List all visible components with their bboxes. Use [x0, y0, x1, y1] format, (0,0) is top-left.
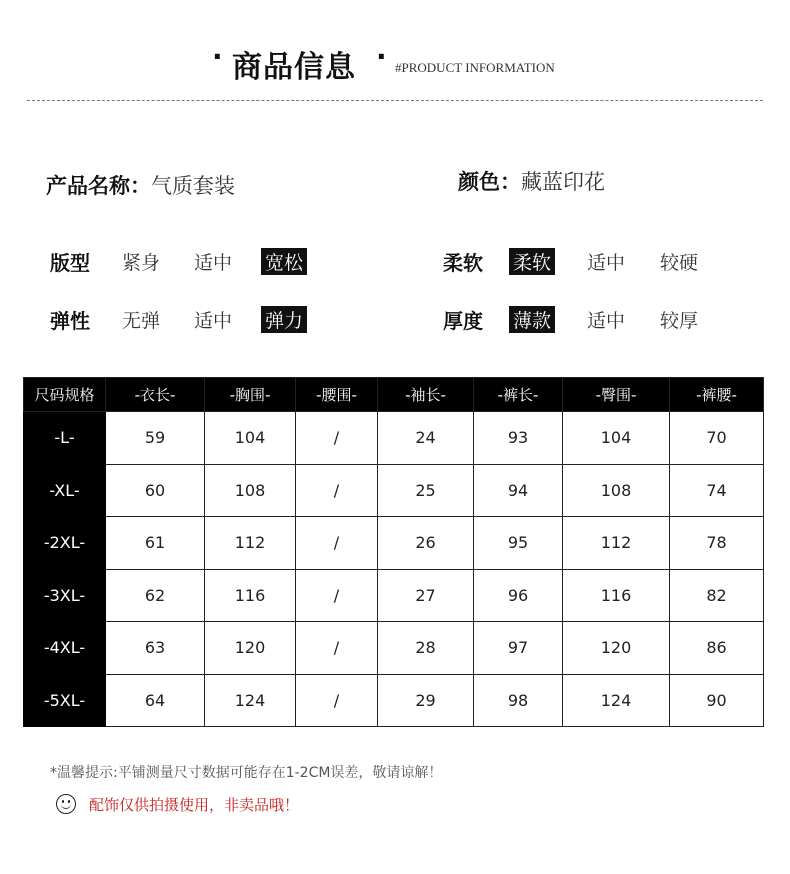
attr-elastic-option-3-selected: 弹力 — [261, 306, 307, 333]
attr-soft-option-3: 较硬 — [660, 252, 699, 274]
row-size-label: -4XL- — [24, 622, 106, 675]
table-cell: 64 — [106, 674, 205, 727]
table-cell: 27 — [378, 569, 474, 622]
table-cell: 62 — [106, 569, 205, 622]
product-color-row — [458, 166, 605, 196]
table-cell: / — [296, 412, 378, 465]
table-cell: 90 — [670, 674, 764, 727]
col-header-waist: -腰围- — [296, 378, 378, 412]
attr-soft-label: 柔软 — [443, 251, 483, 275]
product-name-label: 产品名称： — [46, 174, 151, 198]
table-cell: 98 — [474, 674, 563, 727]
section-header — [0, 38, 790, 88]
table-cell: 61 — [106, 517, 205, 570]
table-cell: / — [296, 464, 378, 517]
col-header-hip: -臀围- — [563, 378, 670, 412]
row-size-label: -2XL- — [24, 517, 106, 570]
table-cell: 60 — [106, 464, 205, 517]
attr-soft-option-2: 适中 — [587, 252, 626, 274]
table-cell: 28 — [378, 622, 474, 675]
product-color-value: 藏蓝印花 — [521, 170, 605, 194]
table-cell: 104 — [205, 412, 296, 465]
table-cell: / — [296, 569, 378, 622]
table-row — [24, 464, 764, 517]
product-name-value: 气质套装 — [151, 174, 235, 198]
table-cell: / — [296, 517, 378, 570]
table-cell: 24 — [378, 412, 474, 465]
attr-thickness-option-1-selected: 薄款 — [509, 306, 555, 333]
row-size-label: -5XL- — [24, 674, 106, 727]
col-header-bust: -胸围- — [205, 378, 296, 412]
attr-fit-label: 版型 — [50, 251, 90, 275]
table-cell: 25 — [378, 464, 474, 517]
section-title: 商品信息 — [232, 50, 356, 85]
table-row — [24, 569, 764, 622]
table-cell: 93 — [474, 412, 563, 465]
attr-fit-option-1: 紧身 — [122, 252, 161, 274]
disclaimer-text: 配饰仅供拍摄使用，非卖品哦！ — [89, 796, 300, 814]
attr-elastic-label: 弹性 — [50, 309, 90, 333]
col-header-pants-waist: -裤腰- — [670, 378, 764, 412]
table-cell: 124 — [205, 674, 296, 727]
row-size-label: -XL- — [24, 464, 106, 517]
row-size-label: -3XL- — [24, 569, 106, 622]
bullet-dot-left: · — [212, 40, 223, 73]
table-row — [24, 412, 764, 465]
attr-soft-option-1-selected: 柔软 — [509, 248, 555, 275]
col-header-size: 尺码规格 — [24, 378, 106, 412]
table-cell: 97 — [474, 622, 563, 675]
table-cell: 29 — [378, 674, 474, 727]
table-cell: 120 — [205, 622, 296, 675]
product-color-label: 颜色： — [458, 170, 521, 194]
size-table — [23, 377, 764, 727]
table-cell: 124 — [563, 674, 670, 727]
table-cell: 108 — [563, 464, 670, 517]
table-cell: 120 — [563, 622, 670, 675]
attr-fit-option-2: 适中 — [194, 252, 233, 274]
attr-thickness-option-2: 适中 — [587, 310, 626, 332]
attr-thickness-label: 厚度 — [443, 309, 483, 333]
table-cell: 70 — [670, 412, 764, 465]
table-cell: 78 — [670, 517, 764, 570]
table-cell: 94 — [474, 464, 563, 517]
table-cell: 82 — [670, 569, 764, 622]
col-header-pants-length: -裤长- — [474, 378, 563, 412]
attr-elastic-option-2: 适中 — [194, 310, 233, 332]
table-cell: 112 — [563, 517, 670, 570]
attr-thickness-option-3: 较厚 — [660, 310, 699, 332]
measurement-note: *温馨提示:平铺测量尺寸数据可能存在1-2CM误差，敬请谅解！ — [50, 765, 443, 781]
row-size-label: -L- — [24, 412, 106, 465]
dashed-divider — [27, 100, 763, 101]
table-cell: / — [296, 622, 378, 675]
table-row — [24, 674, 764, 727]
table-cell: 59 — [106, 412, 205, 465]
table-row — [24, 517, 764, 570]
table-cell: 104 — [563, 412, 670, 465]
section-subtitle: #PRODUCT INFORMATION — [395, 60, 555, 75]
table-cell: 95 — [474, 517, 563, 570]
table-cell: 116 — [563, 569, 670, 622]
table-cell: 74 — [670, 464, 764, 517]
bullet-dot-right: · — [376, 40, 387, 73]
table-cell: 112 — [205, 517, 296, 570]
table-cell: 116 — [205, 569, 296, 622]
attr-elastic-option-1: 无弹 — [122, 310, 161, 332]
smiley-icon — [56, 794, 76, 814]
col-header-sleeve: -袖长- — [378, 378, 474, 412]
table-cell: 108 — [205, 464, 296, 517]
table-cell: 86 — [670, 622, 764, 675]
table-cell: 96 — [474, 569, 563, 622]
attr-fit-option-3-selected: 宽松 — [261, 248, 307, 275]
product-name-row — [46, 170, 235, 200]
table-row — [24, 622, 764, 675]
table-cell: 63 — [106, 622, 205, 675]
size-table-header-row — [24, 378, 764, 412]
col-header-length: -衣长- — [106, 378, 205, 412]
table-cell: 26 — [378, 517, 474, 570]
table-cell: / — [296, 674, 378, 727]
